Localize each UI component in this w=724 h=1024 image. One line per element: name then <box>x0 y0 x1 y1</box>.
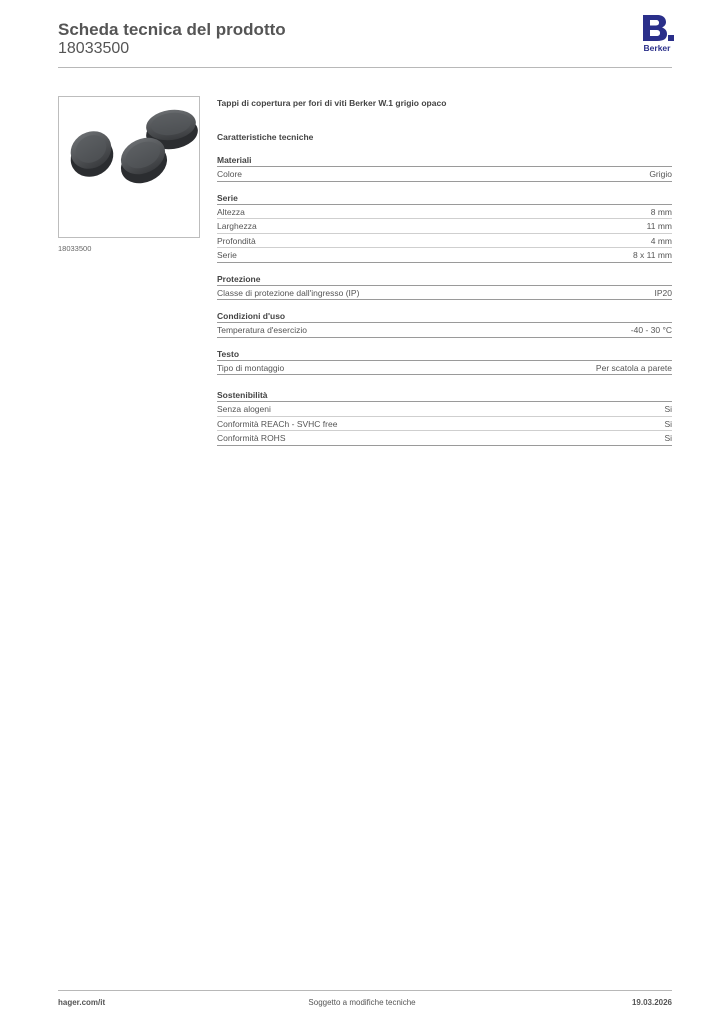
specs-heading: Caratteristiche tecniche <box>217 132 314 142</box>
cover-cap-2 <box>63 124 120 185</box>
spec-label: Tipo di montaggio <box>217 362 285 373</box>
spec-row <box>217 431 672 446</box>
cover-caps-illustration <box>59 97 199 237</box>
spec-group-serie <box>217 192 672 263</box>
footer-website-link[interactable]: hager.com/it <box>58 998 106 1007</box>
spec-group-title: Materiali <box>217 154 672 167</box>
spec-row <box>217 248 672 263</box>
spec-row <box>217 361 672 376</box>
spec-row <box>217 323 672 338</box>
spec-value: IP20 <box>654 287 672 298</box>
spec-group-materiali <box>217 154 672 182</box>
spec-value: Grigio <box>649 169 672 179</box>
spec-row <box>217 167 672 182</box>
spec-label: Conformità ROHS <box>217 433 286 443</box>
spec-row <box>217 219 672 234</box>
spec-label: Serie <box>217 250 237 260</box>
spec-row <box>217 402 672 417</box>
spec-label: Profondità <box>217 235 256 246</box>
berker-logo <box>640 14 674 54</box>
spec-label: Altezza <box>217 206 245 217</box>
spec-row <box>217 234 672 249</box>
spec-value: 11 mm <box>646 221 672 231</box>
spec-value: -40 - 30 °C <box>630 325 672 335</box>
spec-value: Per scatola a parete <box>595 362 672 373</box>
spec-group-title: Protezione <box>217 273 672 286</box>
page-title: Scheda tecnica del prodotto <box>58 20 286 39</box>
spec-group-title: Condizioni d'uso <box>217 310 672 323</box>
spec-label: Temperatura d'esercizio <box>217 325 307 335</box>
spec-label: Larghezza <box>217 221 257 231</box>
spec-group-condizioni <box>217 310 672 338</box>
spec-value: 8 x 11 mm <box>632 250 672 260</box>
product-name: Tappi di copertura per fori di viti Berker W.1 grigio opaco <box>217 98 447 108</box>
spec-value: Si <box>664 404 672 414</box>
header-divider <box>58 67 672 68</box>
spec-group-protezione <box>217 273 672 301</box>
spec-value: Si <box>664 418 672 429</box>
spec-sheet <box>217 96 672 446</box>
spec-label: Conformità REACh - SVHC free <box>217 418 338 429</box>
berker-b-icon <box>640 14 674 42</box>
spec-row <box>217 417 672 432</box>
spec-row <box>217 205 672 220</box>
spec-label: Classe di protezione dall'ingresso (IP) <box>217 287 360 298</box>
image-caption: 18033500 <box>58 244 92 253</box>
spec-value: 8 mm <box>650 206 672 217</box>
footer-divider <box>58 990 672 991</box>
spec-group-title: Serie <box>217 192 672 205</box>
product-image <box>58 96 200 238</box>
spec-label: Senza alogeni <box>217 404 271 414</box>
spec-row <box>217 286 672 301</box>
spec-group-testo <box>217 348 672 376</box>
logo-wordmark: Berker <box>643 43 671 53</box>
spec-value: 4 mm <box>650 235 672 246</box>
footer-note: Soggetto a modifiche tecniche <box>308 998 416 1007</box>
spec-label: Colore <box>217 169 243 179</box>
spec-group-title: Testo <box>217 348 672 361</box>
spec-value: Si <box>664 433 672 443</box>
footer-date: 19.03.2026 <box>631 998 672 1007</box>
spec-group-sostenibilita <box>217 389 672 446</box>
product-code: 18033500 <box>58 40 130 57</box>
spec-group-title: Sostenibilità <box>217 389 672 402</box>
